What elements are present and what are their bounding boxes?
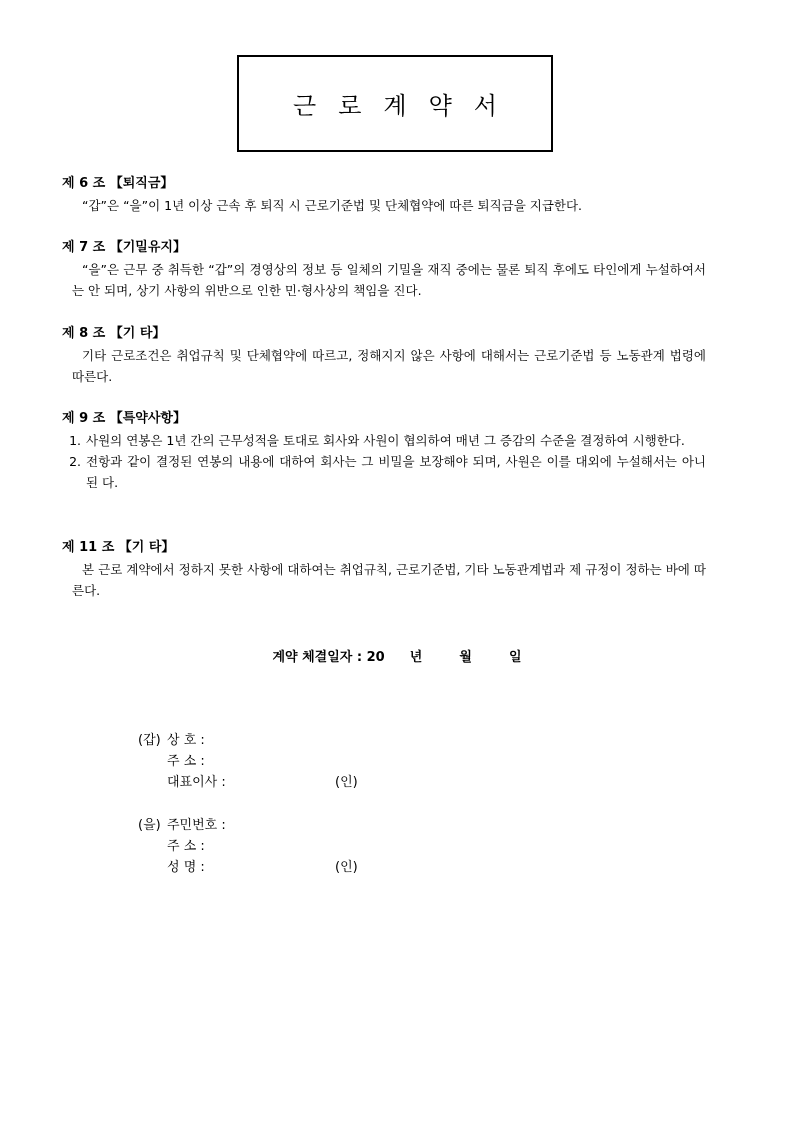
party-a-seal-mark: (인) [335,775,358,790]
contract-date-label: 계약 체결일자 : 20 [272,650,385,665]
article-text: 본 근로 계약에서 정하지 못한 사항에 대하여는 취업규칙, 근로기준법, 기타 노동관계법과 제 규정이 정하는 바에 따른다. [72,562,706,598]
article-heading: 제 9 조 【특약사항】 [62,411,186,426]
party-b-tag: (을) [138,818,161,833]
list-text: 사원의 연봉은 1년 간의 근무성적을 토대로 회사와 사원이 협의하여 매년 그 증감의 수준을 결정하여 시행한다. [86,433,685,448]
party-a-tag: (갑) [138,733,161,748]
party-b-seal-mark: (인) [335,860,358,875]
year-label: 년 [409,650,423,665]
list-number: 2. [69,454,81,469]
contract-date-line [0,646,794,665]
article-heading: 제 8 조 【기 타】 [62,326,166,341]
article-6 [62,176,706,216]
party-a-company-label: 상 호 : [167,733,205,748]
article-heading: 제 7 조 【기밀유지】 [62,240,186,255]
party-b-address-label: 주 소 : [167,839,205,854]
month-label: 월 [459,650,472,665]
article-8 [62,326,706,387]
party-b-name-label: 성 명 : [167,860,205,875]
article-9 [62,411,706,493]
list-item [62,451,706,493]
article-text: “을”은 근무 중 취득한 “갑”의 경영상의 정보 등 일체의 기밀을 재직 중에는 물론 퇴직 후에도 타인에게 누설하여서는 안 되며, 상기 사항의 위반으로 인한 민·형사상의 책임을 진다. [72,262,706,298]
article-text: 기타 근로조건은 취업규칙 및 단체협약에 따르고, 정해지지 않은 사항에 대해서는 근로기준법 등 노동관계 법령에 따른다. [72,348,706,384]
list-item [62,430,706,451]
special-terms-list [62,430,706,493]
party-a-address-label: 주 소 : [167,754,205,769]
party-a-ceo-label: 대표이사 : [167,775,226,790]
article-7 [62,240,706,301]
list-number: 1. [69,433,81,448]
article-heading: 제 11 조 【기 타】 [62,540,175,555]
title-box [237,55,553,152]
article-heading: 제 6 조 【퇴직금】 [62,176,174,191]
party-b-id-label: 주민번호 : [167,818,226,833]
article-text: “갑”은 “을”이 1년 이상 근속 후 퇴직 시 근로기준법 및 단체협약에 따른 퇴직금을 지급한다. [82,198,583,213]
article-11 [62,540,706,601]
document-title: 근로계약서 [293,92,519,120]
list-text: 전항과 같이 결정된 연봉의 내용에 대하여 회사는 그 비밀을 보장해야 되며, 사원은 이를 대외에 누설해서는 아니 된 다. [86,454,706,490]
day-label: 일 [508,650,522,665]
